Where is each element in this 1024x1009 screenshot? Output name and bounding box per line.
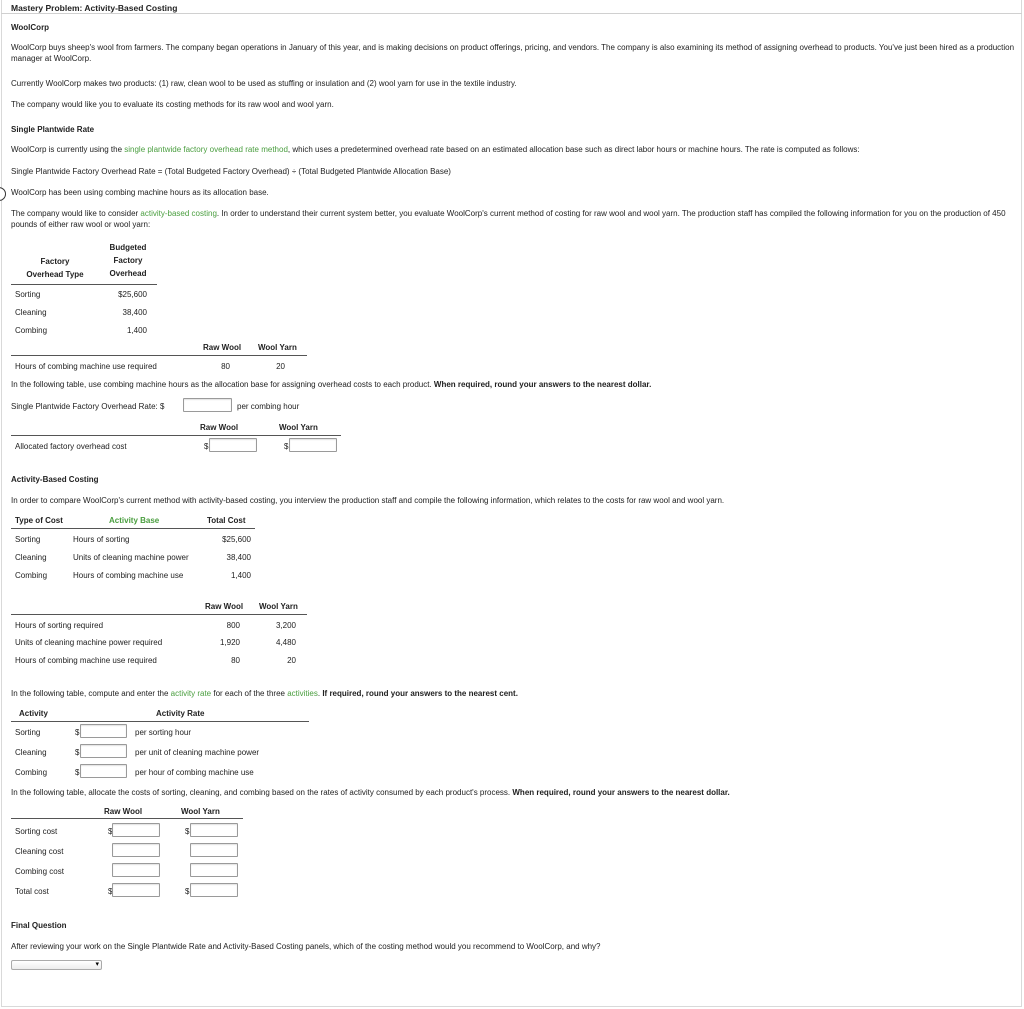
dollar-sign: $ [75, 748, 80, 757]
alloc-yarn-header: Wool Yarn [279, 423, 318, 432]
hours-yarn-value: 20 [276, 362, 285, 371]
dollar-sign: $ [204, 442, 209, 451]
hours-raw-value: 80 [221, 362, 230, 371]
usage-row-label: Units of cleaning machine power required [15, 638, 163, 647]
activity-rate-header: Activity Rate [156, 709, 205, 718]
abc-intro: In order to compare WoolCorp's current method with activity-based costing, you interview the production staff and compile the following information, which relates to the costs for raw wool and wool yarn. [11, 496, 725, 505]
plantwide-rate-input[interactable] [183, 398, 232, 412]
single-rate-instructions: In the following table, use combing machine hours as the allocation base for assigning overhead costs to each product. When required, round your answers to the nearest dollar. [11, 380, 652, 389]
alloc-row-label: Allocated factory overhead cost [15, 442, 127, 451]
abc-alloc-raw-header: Raw Wool [104, 807, 143, 816]
hours-raw-header: Raw Wool [203, 343, 242, 352]
single-rate-heading: Single Plantwide Rate [11, 125, 95, 134]
usage-row-label: Hours of combing machine use required [15, 656, 157, 665]
hours-row-label: Hours of combing machine use required [15, 362, 157, 371]
abc-heading: Activity-Based Costing [11, 475, 99, 484]
cost-row-type: Combing [15, 571, 48, 580]
overhead-row-label: Cleaning [15, 308, 47, 317]
cleaning-rate-input[interactable] [80, 744, 127, 758]
rate-row-suffix: per unit of cleaning machine power [135, 748, 260, 757]
cleaning-cost-raw-input[interactable] [112, 843, 160, 857]
alloc-raw-input[interactable] [209, 438, 257, 452]
overhead-row-value: 1,400 [126, 326, 147, 335]
total-cost-raw-input[interactable] [112, 883, 160, 897]
final-question-heading: Final Question [11, 921, 67, 930]
plantwide-rate-label: Single Plantwide Factory Overhead Rate: $ [11, 402, 165, 411]
intro-paragraph-1: WoolCorp buys sheep's wool from farmers. The company began operations in January of this year, and is making decisions on product offerings, pricing, and vendors. The company is also examining its method of assigning overhead to products. You've just been hired as a production manager at WoolCorp. [11, 43, 1015, 63]
single-rate-paragraph: WoolCorp is currently using the single plantwide factory overhead rate method, which uses a predetermined overhead rate based on an estimated allocation base such as direct labor hours or machine hours. The rate is computed as follows: [11, 145, 860, 154]
rate-row-suffix: per hour of combing machine use [135, 768, 254, 777]
abc-alloc-row-label: Cleaning cost [15, 847, 64, 856]
abc-alloc-instructions: In the following table, allocate the costs of sorting, cleaning, and combing based on the rates of activity consumed by each product's process. When required, round your answers to the nearest dollar. [11, 788, 730, 797]
usage-row-label: Hours of sorting required [15, 621, 104, 630]
usage-raw-value: 1,920 [219, 638, 240, 647]
single-rate-link[interactable]: single plantwide factory overhead rate method [124, 145, 288, 154]
dollar-sign: $ [108, 827, 113, 836]
cost-row-base: Hours of combing machine use [73, 571, 184, 580]
dollar-sign: $ [284, 442, 289, 451]
combing-cost-raw-input[interactable] [112, 863, 160, 877]
alloc-table-rule [11, 435, 341, 436]
cost-row-type: Cleaning [15, 553, 47, 562]
sorting-rate-input[interactable] [80, 724, 127, 738]
usage-yarn-value: 4,480 [275, 638, 296, 647]
usage-raw-value: 800 [226, 621, 240, 630]
overhead-row-value: $25,600 [118, 290, 147, 299]
abc-alloc-yarn-header: Wool Yarn [181, 807, 220, 816]
usage-yarn-value: 3,200 [275, 621, 296, 630]
overhead-table-rule [11, 284, 157, 285]
usage-raw-header: Raw Wool [205, 602, 244, 611]
abc-alloc-row-label: Combing cost [15, 867, 64, 876]
cost-row-base: Units of cleaning machine power [73, 553, 189, 562]
alloc-raw-header: Raw Wool [200, 423, 239, 432]
cost-row-base: Hours of sorting [73, 535, 130, 544]
intro-paragraph-3: The company would like you to evaluate its costing methods for its raw wool and wool yarn. [11, 100, 334, 109]
usage-table-rule [11, 614, 307, 615]
activity-header: Activity [19, 709, 48, 718]
rate-row-activity: Combing [15, 768, 48, 777]
activity-base-header[interactable]: Activity Base [109, 516, 160, 525]
cost-row-total: $25,600 [222, 535, 251, 544]
alloc-yarn-input[interactable] [289, 438, 337, 452]
overhead-type-header: Factory Overhead Type [26, 257, 84, 279]
combing-cost-yarn-input[interactable] [190, 863, 238, 877]
budgeted-overhead-header: Budgeted Factory Overhead [109, 243, 147, 278]
dollar-sign: $ [185, 887, 190, 896]
usage-yarn-header: Wool Yarn [259, 602, 298, 611]
total-cost-yarn-input[interactable] [190, 883, 238, 897]
rate-row-suffix: per sorting hour [135, 728, 192, 737]
hours-yarn-header: Wool Yarn [258, 343, 297, 352]
cost-row-total: 38,400 [226, 553, 251, 562]
recommendation-dropdown[interactable] [11, 960, 102, 970]
overhead-row-label: Sorting [15, 290, 41, 299]
overhead-row-label: Combing [15, 326, 48, 335]
dollar-sign: $ [108, 887, 113, 896]
abc-alloc-row-label: Total cost [15, 887, 49, 896]
intro-paragraph-2: Currently WoolCorp makes two products: (1) raw, clean wool to be used as stuffing or insulation and (2) wool yarn for use in the textile industry. [11, 79, 517, 88]
rate-formula: Single Plantwide Factory Overhead Rate = (Total Budgeted Factory Overhead) ÷ (Total Budgeted Plantwide Allocation Base) [11, 167, 451, 176]
final-question-text: After reviewing your work on the Single Plantwide Rate and Activity-Based Costing panels, which of the costing method would you recommend to WoolCorp, and why? [11, 942, 601, 951]
cost-type-header: Type of Cost [15, 516, 63, 525]
cost-table-rule [11, 528, 255, 529]
plantwide-rate-suffix: per combing hour [237, 402, 300, 411]
dollar-sign: $ [185, 827, 190, 836]
overhead-row-value: 38,400 [122, 308, 147, 317]
dollar-sign: $ [75, 768, 80, 777]
usage-yarn-value: 20 [287, 656, 296, 665]
page-title: Mastery Problem: Activity-Based Costing [11, 3, 178, 13]
activity-rate-instructions: In the following table, compute and enter the activity rate for each of the three activities. If required, round your answers to the nearest cent. [11, 689, 518, 698]
abc-alloc-table-rule [11, 818, 243, 819]
cost-row-total: 1,400 [230, 571, 251, 580]
abc-link[interactable]: activity-based costing [140, 209, 217, 218]
activity-rate-link[interactable]: activity rate [170, 689, 212, 698]
usage-raw-value: 80 [231, 656, 240, 665]
activities-link[interactable]: activities [287, 689, 318, 698]
sorting-cost-raw-input[interactable] [112, 823, 160, 837]
cleaning-cost-yarn-input[interactable] [190, 843, 238, 857]
total-cost-header: Total Cost [207, 516, 246, 525]
dollar-sign: $ [75, 728, 80, 737]
rate-table-rule [11, 721, 309, 722]
allocation-base-note: WoolCorp has been using combing machine hours as its allocation base. [11, 188, 269, 197]
hours-table-rule [11, 355, 307, 356]
combing-rate-input[interactable] [80, 764, 127, 778]
sorting-cost-yarn-input[interactable] [190, 823, 238, 837]
chevron-down-icon: ▾ [95, 961, 99, 968]
abc-alloc-row-label: Sorting cost [15, 827, 58, 836]
company-name: WoolCorp [11, 23, 50, 32]
abc-consider-paragraph: The company would like to consider activity-based costing. In order to understand their current system better, you evaluate WoolCorp's current method of costing for raw wool and wool yarn. The production staff has compiled the following information for you on the production of 450 pounds of either raw wool or wool yarn: [11, 209, 1006, 229]
cost-row-type: Sorting [15, 535, 41, 544]
rate-row-activity: Cleaning [15, 748, 47, 757]
rate-row-activity: Sorting [15, 728, 41, 737]
